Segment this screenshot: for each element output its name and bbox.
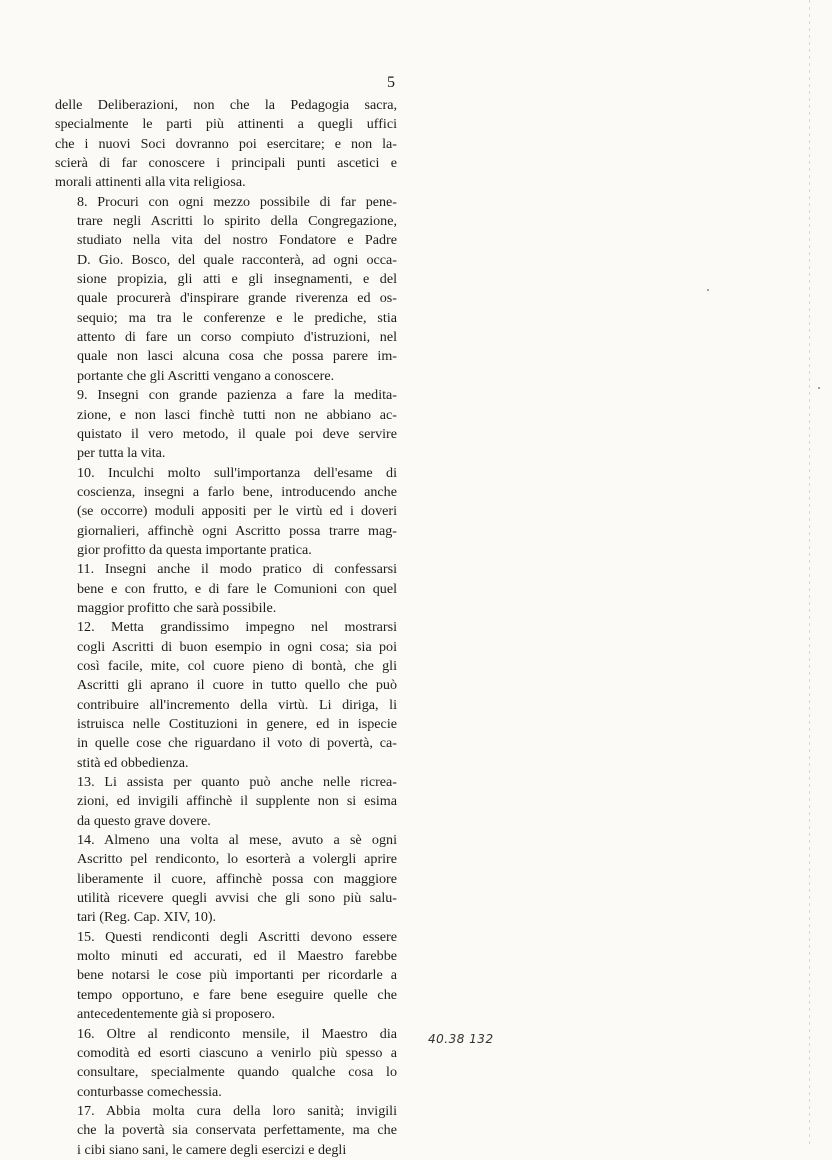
text-line: 13. Li assista per quanto può anche nelle ricrea-	[77, 774, 397, 791]
text-line: comodità ed esorti ciascuno a venirlo più spesso a	[77, 1044, 397, 1061]
paragraph-17	[55, 1102, 397, 1160]
text-line: per tutta la vita.	[77, 445, 166, 462]
text-line: da questo grave dovere.	[77, 812, 211, 829]
text-line: specialmente le parti più attinenti a quegli uffici	[55, 116, 397, 133]
paper-speck	[707, 289, 709, 291]
paragraph-15	[55, 928, 397, 1025]
text-line: quale non lasci alcuna cosa che possa parere im-	[77, 348, 397, 365]
text-line: maggior profitto che sarà possibile.	[77, 599, 277, 616]
text-line: 8. Procuri con ogni mezzo possibile di far pene-	[77, 193, 397, 210]
text-line: morali attinenti alla vita religiosa.	[55, 174, 246, 191]
text-line: gior profitto da questa importante pratica.	[77, 541, 312, 558]
text-line: 17. Abbia molta cura della loro sanità; invigili	[77, 1102, 397, 1119]
text-line: in quelle cose che riguardano il voto di povertà, ca-	[77, 735, 397, 752]
text-line: quistato il vero metodo, il quale poi deve servire	[77, 425, 397, 442]
text-line: stità ed obbedienza.	[77, 754, 189, 771]
text-line: tari (Reg. Cap. XIV, 10).	[77, 909, 217, 926]
handwritten-margin-note: 40.38 132	[428, 1032, 494, 1046]
text-line: antecedentemente già si proposero.	[77, 1006, 276, 1023]
paragraph-13	[55, 773, 397, 831]
text-line: coscienza, insegni a farlo bene, introducendo anche	[77, 483, 397, 500]
paragraph-16	[55, 1025, 397, 1102]
text-line: attento di fare un corso compiuto d'istruzioni, nel	[77, 329, 397, 346]
text-line: trare negli Ascritti lo spirito della Congregazione,	[77, 213, 397, 230]
text-line: bene e con frutto, e di fare le Comunioni con quel	[77, 580, 397, 597]
text-line: istruisca nelle Costituzioni in genere, ed in ispecie	[77, 716, 397, 732]
text-line: zione, e non lasci finchè tutti non ne abbiano ac-	[77, 406, 397, 423]
text-line: studiato nella vita del nostro Fondatore e Padre	[77, 232, 397, 249]
paragraph-12	[55, 618, 397, 773]
text-line: giornalieri, affinchè ogni Ascritto possa trarre mag-	[77, 522, 397, 539]
paragraph-14	[55, 831, 397, 928]
text-line: cogli Ascritti di buon esempio in ogni cosa; sia poi	[77, 638, 397, 655]
text-line: consultare, specialmente quando qualche cosa lo	[77, 1064, 397, 1081]
text-line: così facile, mite, col cuore pieno di bontà, che gli	[77, 657, 397, 674]
text-line: delle Deliberazioni, non che la Pedagogia sacra,	[55, 97, 397, 113]
text-line: i cibi siano sani, le camere degli esercizi e degli	[77, 1141, 347, 1158]
paragraph-10	[55, 464, 397, 561]
text-line: 16. Oltre al rendiconto mensile, il Maestro dia	[77, 1025, 397, 1042]
paragraph-11	[55, 560, 397, 618]
text-line: 10. Inculchi molto sull'importanza dell'esame di	[77, 464, 397, 481]
paragraph-9	[55, 386, 397, 463]
paper-speck	[818, 387, 820, 389]
text-line: bene notarsi le cose più importanti per ricordarle a	[77, 967, 397, 984]
text-line: Ascritto pel rendiconto, lo esorterà a volergli aprire	[77, 851, 397, 868]
text-line: sequio; ma tra le conferenze e le prediche, stia	[77, 309, 397, 326]
text-line: Ascritti gli aprano il cuore in tutto quello che può	[77, 677, 397, 694]
text-line: molto minuti ed accurati, ed il Maestro farebbe	[77, 948, 397, 965]
text-line: che la povertà sia conservata perfettamente, ma che	[77, 1122, 397, 1139]
paragraph-8	[55, 193, 397, 386]
text-line: scierà di far conoscere i principali punti ascetici e	[55, 155, 397, 172]
text-line: zioni, ed invigili affinchè il supplente non si esima	[77, 793, 397, 810]
paragraph-continuation	[55, 96, 397, 193]
text-line: utilità ricevere quegli avvisi che gli sono più salu-	[77, 890, 397, 907]
text-line: 12. Metta grandissimo impegno nel mostrarsi	[77, 619, 397, 636]
text-line: contribuire all'incremento della virtù. Li diriga, li	[77, 696, 397, 713]
text-line: portante che gli Ascritti vengano a conoscere.	[77, 367, 335, 384]
text-line: D. Gio. Bosco, del quale racconterà, ad ogni occa-	[77, 251, 397, 268]
text-line: tempo opportuno, e fare bene eseguire quelle che	[77, 986, 397, 1003]
text-column	[55, 96, 397, 1160]
text-line: 15. Questi rendiconti degli Ascritti devono essere	[77, 928, 397, 945]
text-line: (se occorre) moduli appositi per le virtù ed i doveri	[77, 503, 397, 520]
text-line: liberamente il cuore, affinchè possa con maggiore	[77, 870, 397, 887]
text-line: 9. Insegni con grande pazienza a fare la medita-	[77, 387, 397, 404]
text-line: 11. Insegni anche il modo pratico di confessarsi	[77, 561, 397, 578]
text-line: quale procurerà d'inspirare grande riverenza ed os-	[77, 290, 397, 307]
text-line: sione propizia, gli atti e gli insegnamenti, e del	[77, 271, 397, 288]
text-line: conturbasse comechessia.	[77, 1083, 222, 1100]
text-line: che i nuovi Soci dovranno poi esercitare; e non la-	[55, 135, 397, 152]
text-line: 14. Almeno una volta al mese, avuto a sè ogni	[77, 832, 397, 849]
binding-edge	[809, 0, 810, 1144]
page-number: 5	[387, 74, 395, 91]
